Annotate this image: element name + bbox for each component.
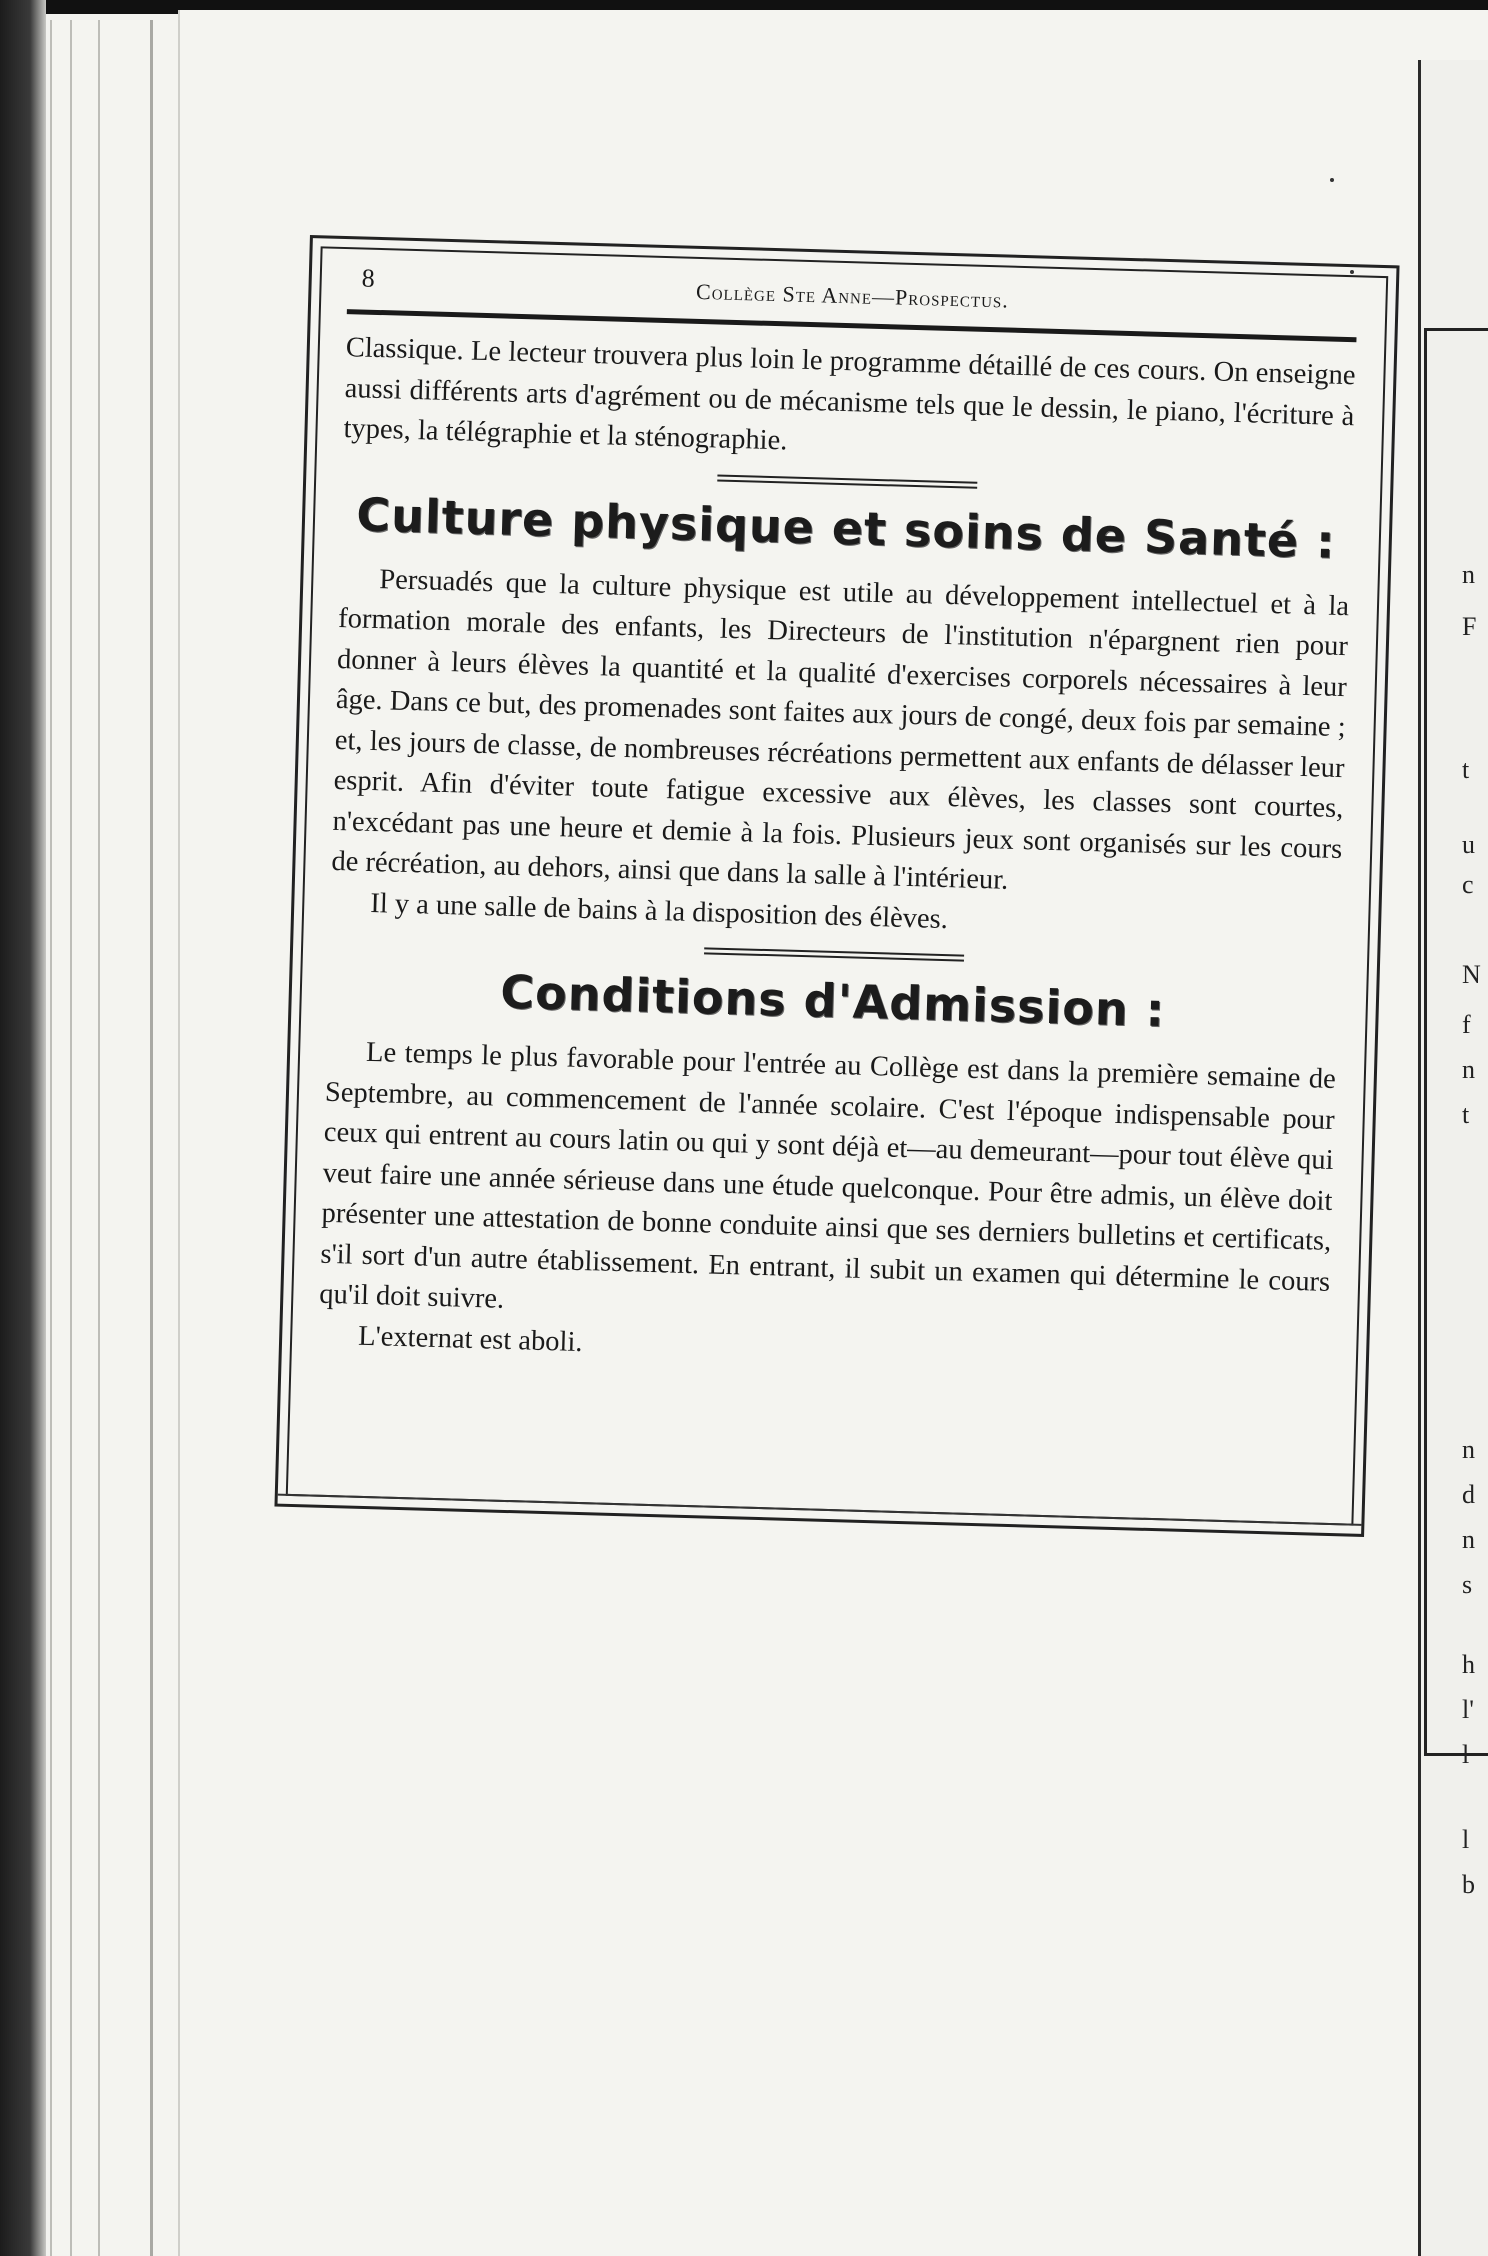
adjacent-page-fragment: h [1462,1650,1475,1679]
adjacent-page-fragment: N [1462,960,1481,989]
adjacent-page-fragment: t [1462,1100,1470,1129]
culture-paragraph: Persuadés que la culture physique est utile au développement intellectuel et à la formation morale des enfants, les Directeurs de l'institution n'épargnent rien pour donner à leurs élèves la quantité et la qualité d'exercises corporels nécessaires à leur âge. Dans ce but, des promenades sont faites aux jours de congé, deux fois par semaine ; et, les jours de classe, de nombreuses récréations permettent aux enfants de délasser leur esprit. Afin d'éviter toute fatigue excessive aux élèves, les classes sont courtes, n'excédant pas une heure et demie à la fois. Plusieurs jeux sont organisés sur les cours de récréation, au dehors, ainsi que dans la salle à l'intérieur. [331,563,1350,896]
page-frame [274,235,1399,1537]
section-divider [704,947,964,961]
section-title-culture: Culture physique et soins de Santé : [355,486,1337,569]
adjacent-page-fragment: b [1462,1870,1475,1899]
section-title-admission: Conditions d'Admission : [499,964,1166,1038]
adjacent-page-frame [1424,328,1488,1756]
scan-speck [1330,178,1334,182]
adjacent-page-fragment: n [1462,1435,1475,1464]
adjacent-page-fragment: n [1462,1055,1475,1084]
intro-paragraph: Classique. Le lecteur trouvera plus loin le programme détaillé de ces cours. On enseigne aussi différents arts d'agrément ou de mécanisme tels que le dessin, le piano, l'écriture à types, la télégraphie et la sténographie. [343,332,1356,457]
admission-paragraph: Le temps le plus favorable pour l'entrée au Collège est dans la première semaine de Septembre, au commencement de l'année scolaire. C'est l'époque indispensable pour ceux qui entrent au cours latin ou qui y sont déjà et—au demeurant—pour tout élève qui veut faire une année sérieuse dans une étude quelconque. Pour être admis, un élève doit présenter une attestation de bonne conduite ainsi que ses derniers bulletins et certificats, s'il sort d'un autre établissement. En entrant, il subit un examen qui détermine le cours qu'il doit suivre. [318,1036,1337,1315]
adjacent-page-fragment: l [1462,1740,1470,1769]
adjacent-page-fragment: u [1462,830,1475,859]
page-content [318,261,1358,1384]
admission-paragraph-externat: L'externat est aboli. [357,1320,583,1358]
page-number: 8 [361,263,376,293]
adjacent-page-fragment: n [1462,1525,1475,1554]
adjacent-page-fragment: t [1462,755,1470,784]
adjacent-page-fragment: l' [1462,1695,1474,1724]
adjacent-page-fragment: l [1462,1825,1470,1854]
culture-paragraph-baths: Il y a une salle de bains à la disposition des élèves. [369,887,949,935]
adjacent-page-fragment: d [1462,1480,1475,1509]
adjacent-page-fragment: F [1462,612,1477,641]
section-divider [717,474,977,488]
scanner-edge-left [0,0,46,2256]
adjacent-page-fragment: c [1462,870,1474,899]
adjacent-page-fragment: s [1462,1570,1473,1599]
adjacent-page-fragment: f [1462,1010,1471,1039]
running-title: Collège Ste Anne—Prospectus. [695,278,1010,313]
adjacent-page-fragment: n [1462,560,1475,589]
